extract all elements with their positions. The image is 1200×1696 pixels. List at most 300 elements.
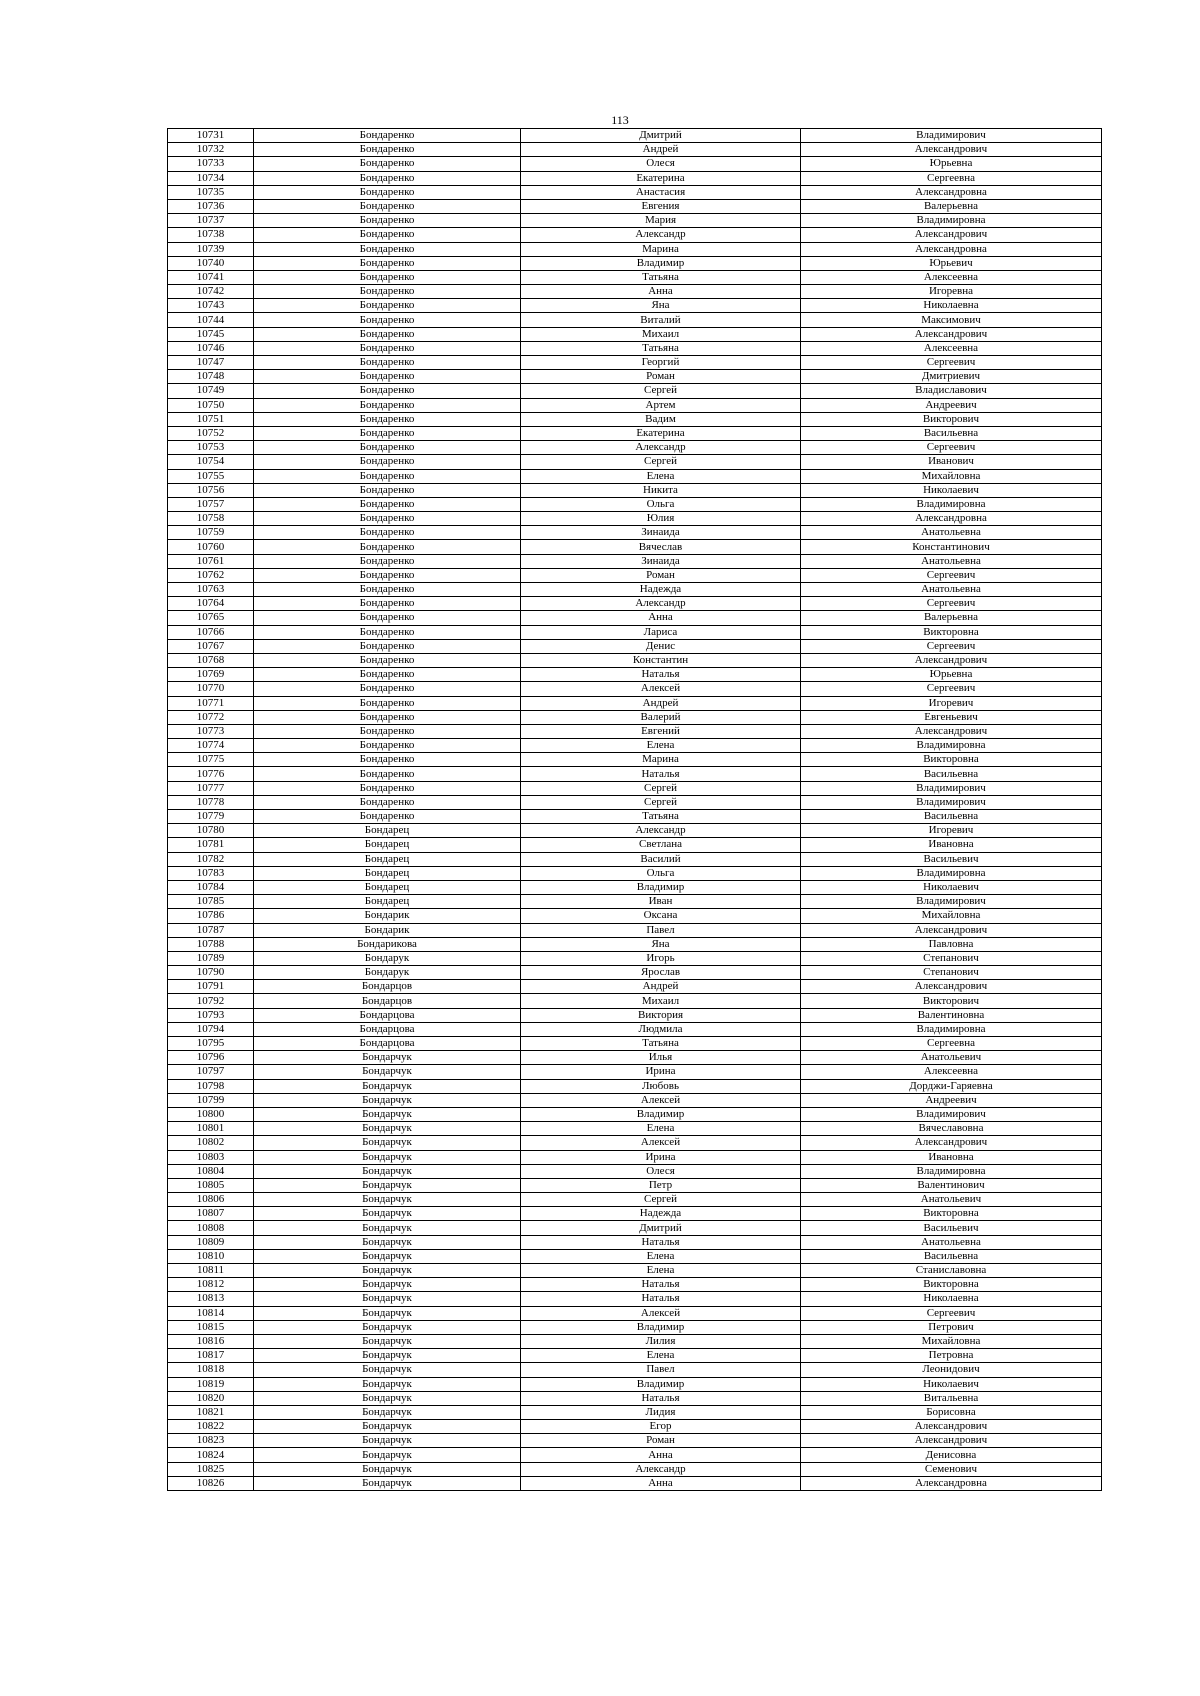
table-row (168, 909, 1102, 923)
row-number-cell: 10814 (168, 1306, 254, 1320)
first-name-cell: Светлана (521, 838, 801, 852)
table-row (168, 1022, 1102, 1036)
first-name-cell: Константин (521, 653, 801, 667)
table-row (168, 767, 1102, 781)
row-number-cell: 10786 (168, 909, 254, 923)
patronymic-cell: Сергеевич (801, 1306, 1102, 1320)
patronymic-cell: Викторовна (801, 1278, 1102, 1292)
first-name-cell: Михаил (521, 994, 801, 1008)
first-name-cell: Сергей (521, 1193, 801, 1207)
table-row (168, 228, 1102, 242)
last-name-cell: Бондаренко (254, 554, 521, 568)
table-row (168, 1405, 1102, 1419)
patronymic-cell: Валерьевна (801, 199, 1102, 213)
table-row (168, 1391, 1102, 1405)
last-name-cell: Бондаренко (254, 157, 521, 171)
patronymic-cell: Михайловна (801, 1334, 1102, 1348)
row-number-cell: 10803 (168, 1150, 254, 1164)
row-number-cell: 10793 (168, 1008, 254, 1022)
last-name-cell: Бондаренко (254, 781, 521, 795)
first-name-cell: Лидия (521, 1405, 801, 1419)
patronymic-cell: Евгеньевич (801, 710, 1102, 724)
row-number-cell: 10780 (168, 824, 254, 838)
patronymic-cell: Владимировна (801, 866, 1102, 880)
first-name-cell: Анна (521, 1448, 801, 1462)
first-name-cell: Надежда (521, 1207, 801, 1221)
last-name-cell: Бондаренко (254, 199, 521, 213)
last-name-cell: Бондарикова (254, 937, 521, 951)
table-row (168, 852, 1102, 866)
row-number-cell: 10789 (168, 951, 254, 965)
row-number-cell: 10738 (168, 228, 254, 242)
first-name-cell: Александр (521, 1462, 801, 1476)
last-name-cell: Бондарцова (254, 1022, 521, 1036)
table-row (168, 143, 1102, 157)
row-number-cell: 10755 (168, 469, 254, 483)
patronymic-cell: Леонидович (801, 1363, 1102, 1377)
patronymic-cell: Павловна (801, 937, 1102, 951)
table-row (168, 781, 1102, 795)
row-number-cell: 10816 (168, 1334, 254, 1348)
patronymic-cell: Васильевич (801, 852, 1102, 866)
table-row (168, 1178, 1102, 1192)
last-name-cell: Бондарчук (254, 1292, 521, 1306)
table-row (168, 327, 1102, 341)
row-number-cell: 10768 (168, 653, 254, 667)
last-name-cell: Бондаренко (254, 583, 521, 597)
first-name-cell: Игорь (521, 951, 801, 965)
first-name-cell: Яна (521, 299, 801, 313)
row-number-cell: 10782 (168, 852, 254, 866)
row-number-cell: 10741 (168, 270, 254, 284)
first-name-cell: Роман (521, 1434, 801, 1448)
last-name-cell: Бондаренко (254, 483, 521, 497)
row-number-cell: 10778 (168, 795, 254, 809)
patronymic-cell: Дмитриевич (801, 370, 1102, 384)
row-number-cell: 10819 (168, 1377, 254, 1391)
patronymic-cell: Владимирович (801, 895, 1102, 909)
table-row (168, 710, 1102, 724)
last-name-cell: Бондаренко (254, 597, 521, 611)
first-name-cell: Надежда (521, 583, 801, 597)
first-name-cell: Александр (521, 441, 801, 455)
row-number-cell: 10743 (168, 299, 254, 313)
row-number-cell: 10788 (168, 937, 254, 951)
last-name-cell: Бондарчук (254, 1207, 521, 1221)
last-name-cell: Бондарец (254, 895, 521, 909)
first-name-cell: Лариса (521, 625, 801, 639)
first-name-cell: Елена (521, 1122, 801, 1136)
patronymic-cell: Александрович (801, 724, 1102, 738)
last-name-cell: Бондаренко (254, 512, 521, 526)
row-number-cell: 10790 (168, 966, 254, 980)
table-row (168, 285, 1102, 299)
first-name-cell: Дмитрий (521, 129, 801, 143)
patronymic-cell: Николаевич (801, 1377, 1102, 1391)
first-name-cell: Ирина (521, 1065, 801, 1079)
first-name-cell: Любовь (521, 1079, 801, 1093)
last-name-cell: Бондарчук (254, 1462, 521, 1476)
first-name-cell: Мария (521, 214, 801, 228)
patronymic-cell: Александрович (801, 980, 1102, 994)
first-name-cell: Ирина (521, 1150, 801, 1164)
first-name-cell: Ольга (521, 497, 801, 511)
first-name-cell: Ольга (521, 866, 801, 880)
table-row (168, 455, 1102, 469)
first-name-cell: Андрей (521, 696, 801, 710)
table-row (168, 185, 1102, 199)
table-row (168, 1207, 1102, 1221)
patronymic-cell: Викторовна (801, 625, 1102, 639)
last-name-cell: Бондаренко (254, 270, 521, 284)
table-row (168, 1434, 1102, 1448)
last-name-cell: Бондаренко (254, 455, 521, 469)
table-row (168, 1278, 1102, 1292)
patronymic-cell: Сергеевич (801, 441, 1102, 455)
table-row (168, 895, 1102, 909)
patronymic-cell: Александрович (801, 923, 1102, 937)
first-name-cell: Павел (521, 1363, 801, 1377)
last-name-cell: Бондаренко (254, 384, 521, 398)
table-row (168, 1221, 1102, 1235)
row-number-cell: 10799 (168, 1093, 254, 1107)
last-name-cell: Бондаренко (254, 426, 521, 440)
first-name-cell: Лилия (521, 1334, 801, 1348)
row-number-cell: 10749 (168, 384, 254, 398)
table-row (168, 1164, 1102, 1178)
row-number-cell: 10754 (168, 455, 254, 469)
first-name-cell: Елена (521, 1249, 801, 1263)
table-row (168, 469, 1102, 483)
table-row (168, 696, 1102, 710)
table-row (168, 824, 1102, 838)
row-number-cell: 10795 (168, 1037, 254, 1051)
row-number-cell: 10744 (168, 313, 254, 327)
table-row (168, 1349, 1102, 1363)
patronymic-cell: Станиславовна (801, 1264, 1102, 1278)
patronymic-cell: Александрович (801, 143, 1102, 157)
patronymic-cell: Васильевна (801, 1249, 1102, 1263)
row-number-cell: 10735 (168, 185, 254, 199)
first-name-cell: Владимир (521, 1377, 801, 1391)
row-number-cell: 10813 (168, 1292, 254, 1306)
patronymic-cell: Николаевна (801, 299, 1102, 313)
first-name-cell: Татьяна (521, 341, 801, 355)
last-name-cell: Бондаренко (254, 710, 521, 724)
row-number-cell: 10766 (168, 625, 254, 639)
first-name-cell: Алексей (521, 682, 801, 696)
patronymic-cell: Петровна (801, 1349, 1102, 1363)
row-number-cell: 10745 (168, 327, 254, 341)
table-row (168, 1476, 1102, 1490)
first-name-cell: Петр (521, 1178, 801, 1192)
row-number-cell: 10807 (168, 1207, 254, 1221)
patronymic-cell: Михайловна (801, 469, 1102, 483)
table-row (168, 625, 1102, 639)
roster-table (167, 128, 1102, 1491)
first-name-cell: Александр (521, 824, 801, 838)
table-row (168, 299, 1102, 313)
row-number-cell: 10742 (168, 285, 254, 299)
patronymic-cell: Ивановна (801, 1150, 1102, 1164)
last-name-cell: Бондарцова (254, 1037, 521, 1051)
table-row (168, 554, 1102, 568)
first-name-cell: Елена (521, 1264, 801, 1278)
patronymic-cell: Андреевич (801, 1093, 1102, 1107)
last-name-cell: Бондаренко (254, 299, 521, 313)
table-row (168, 1420, 1102, 1434)
table-row (168, 923, 1102, 937)
last-name-cell: Бондаренко (254, 611, 521, 625)
last-name-cell: Бондарцова (254, 1008, 521, 1022)
first-name-cell: Алексей (521, 1306, 801, 1320)
first-name-cell: Наталья (521, 1235, 801, 1249)
last-name-cell: Бондарчук (254, 1448, 521, 1462)
row-number-cell: 10810 (168, 1249, 254, 1263)
row-number-cell: 10784 (168, 880, 254, 894)
row-number-cell: 10817 (168, 1349, 254, 1363)
table-row (168, 1079, 1102, 1093)
patronymic-cell: Юрьевич (801, 256, 1102, 270)
table-row (168, 1122, 1102, 1136)
patronymic-cell: Игоревич (801, 696, 1102, 710)
first-name-cell: Артем (521, 398, 801, 412)
last-name-cell: Бондаренко (254, 412, 521, 426)
row-number-cell: 10825 (168, 1462, 254, 1476)
row-number-cell: 10822 (168, 1420, 254, 1434)
patronymic-cell: Владимирович (801, 129, 1102, 143)
row-number-cell: 10821 (168, 1405, 254, 1419)
first-name-cell: Олеся (521, 1164, 801, 1178)
patronymic-cell: Юрьевна (801, 157, 1102, 171)
first-name-cell: Алексей (521, 1093, 801, 1107)
row-number-cell: 10777 (168, 781, 254, 795)
patronymic-cell: Валентиновна (801, 1008, 1102, 1022)
table-row (168, 1363, 1102, 1377)
first-name-cell: Зинаида (521, 526, 801, 540)
row-number-cell: 10783 (168, 866, 254, 880)
first-name-cell: Павел (521, 923, 801, 937)
patronymic-cell: Васильевна (801, 810, 1102, 824)
table-row (168, 129, 1102, 143)
row-number-cell: 10787 (168, 923, 254, 937)
patronymic-cell: Степанович (801, 951, 1102, 965)
first-name-cell: Татьяна (521, 270, 801, 284)
first-name-cell: Марина (521, 242, 801, 256)
first-name-cell: Ярослав (521, 966, 801, 980)
table-row (168, 171, 1102, 185)
last-name-cell: Бондарчук (254, 1178, 521, 1192)
last-name-cell: Бондарчук (254, 1150, 521, 1164)
patronymic-cell: Викторович (801, 994, 1102, 1008)
patronymic-cell: Викторович (801, 412, 1102, 426)
row-number-cell: 10761 (168, 554, 254, 568)
table-row (168, 398, 1102, 412)
first-name-cell: Екатерина (521, 426, 801, 440)
patronymic-cell: Владимирович (801, 1107, 1102, 1121)
patronymic-cell: Анатольевна (801, 554, 1102, 568)
table-row (168, 795, 1102, 809)
last-name-cell: Бондарец (254, 824, 521, 838)
patronymic-cell: Васильевич (801, 1221, 1102, 1235)
last-name-cell: Бондарчук (254, 1278, 521, 1292)
first-name-cell: Роман (521, 370, 801, 384)
row-number-cell: 10750 (168, 398, 254, 412)
first-name-cell: Анна (521, 285, 801, 299)
last-name-cell: Бондаренко (254, 668, 521, 682)
table-row (168, 1320, 1102, 1334)
patronymic-cell: Владимирович (801, 795, 1102, 809)
patronymic-cell: Александрович (801, 1434, 1102, 1448)
row-number-cell: 10757 (168, 497, 254, 511)
patronymic-cell: Васильевна (801, 767, 1102, 781)
table-row (168, 980, 1102, 994)
first-name-cell: Егор (521, 1420, 801, 1434)
table-row (168, 1292, 1102, 1306)
table-row (168, 753, 1102, 767)
patronymic-cell: Валентинович (801, 1178, 1102, 1192)
last-name-cell: Бондаренко (254, 171, 521, 185)
last-name-cell: Бондаренко (254, 129, 521, 143)
table-row (168, 724, 1102, 738)
last-name-cell: Бондарук (254, 951, 521, 965)
last-name-cell: Бондарчук (254, 1249, 521, 1263)
row-number-cell: 10806 (168, 1193, 254, 1207)
first-name-cell: Анна (521, 1476, 801, 1490)
first-name-cell: Владимир (521, 256, 801, 270)
table-row (168, 739, 1102, 753)
patronymic-cell: Сергеевна (801, 1037, 1102, 1051)
first-name-cell: Денис (521, 639, 801, 653)
patronymic-cell: Алексеевна (801, 1065, 1102, 1079)
table-row (168, 426, 1102, 440)
last-name-cell: Бондаренко (254, 242, 521, 256)
row-number-cell: 10733 (168, 157, 254, 171)
table-row (168, 1093, 1102, 1107)
last-name-cell: Бондаренко (254, 497, 521, 511)
row-number-cell: 10794 (168, 1022, 254, 1036)
patronymic-cell: Степанович (801, 966, 1102, 980)
row-number-cell: 10759 (168, 526, 254, 540)
first-name-cell: Владимир (521, 1320, 801, 1334)
last-name-cell: Бондарчук (254, 1405, 521, 1419)
last-name-cell: Бондарчук (254, 1164, 521, 1178)
last-name-cell: Бондарук (254, 966, 521, 980)
row-number-cell: 10812 (168, 1278, 254, 1292)
last-name-cell: Бондаренко (254, 441, 521, 455)
table-row (168, 1377, 1102, 1391)
table-row (168, 497, 1102, 511)
table-row (168, 951, 1102, 965)
table-row (168, 583, 1102, 597)
first-name-cell: Виталий (521, 313, 801, 327)
table-row (168, 1448, 1102, 1462)
row-number-cell: 10747 (168, 356, 254, 370)
table-row (168, 1235, 1102, 1249)
last-name-cell: Бондаренко (254, 568, 521, 582)
first-name-cell: Марина (521, 753, 801, 767)
patronymic-cell: Николаевич (801, 483, 1102, 497)
first-name-cell: Андрей (521, 143, 801, 157)
row-number-cell: 10731 (168, 129, 254, 143)
patronymic-cell: Анатольевна (801, 583, 1102, 597)
row-number-cell: 10826 (168, 1476, 254, 1490)
first-name-cell: Яна (521, 937, 801, 951)
row-number-cell: 10763 (168, 583, 254, 597)
table-row (168, 157, 1102, 171)
last-name-cell: Бондаренко (254, 810, 521, 824)
patronymic-cell: Александровна (801, 1476, 1102, 1490)
last-name-cell: Бондарчук (254, 1349, 521, 1363)
patronymic-cell: Владимировна (801, 1164, 1102, 1178)
last-name-cell: Бондаренко (254, 370, 521, 384)
patronymic-cell: Игоревна (801, 285, 1102, 299)
patronymic-cell: Александрович (801, 1136, 1102, 1150)
row-number-cell: 10764 (168, 597, 254, 611)
last-name-cell: Бондарец (254, 866, 521, 880)
last-name-cell: Бондарчук (254, 1221, 521, 1235)
table-row (168, 441, 1102, 455)
patronymic-cell: Константинович (801, 540, 1102, 554)
last-name-cell: Бондарчук (254, 1079, 521, 1093)
table-row (168, 356, 1102, 370)
last-name-cell: Бондаренко (254, 724, 521, 738)
row-number-cell: 10775 (168, 753, 254, 767)
patronymic-cell: Александрович (801, 653, 1102, 667)
patronymic-cell: Игоревич (801, 824, 1102, 838)
last-name-cell: Бондаренко (254, 753, 521, 767)
table-row (168, 214, 1102, 228)
patronymic-cell: Александрович (801, 228, 1102, 242)
row-number-cell: 10760 (168, 540, 254, 554)
first-name-cell: Александр (521, 228, 801, 242)
first-name-cell: Василий (521, 852, 801, 866)
last-name-cell: Бондаренко (254, 696, 521, 710)
last-name-cell: Бондарчук (254, 1434, 521, 1448)
last-name-cell: Бондарчук (254, 1193, 521, 1207)
first-name-cell: Олеся (521, 157, 801, 171)
last-name-cell: Бондаренко (254, 767, 521, 781)
row-number-cell: 10781 (168, 838, 254, 852)
patronymic-cell: Владимировна (801, 1022, 1102, 1036)
last-name-cell: Бондаренко (254, 327, 521, 341)
patronymic-cell: Сергеевич (801, 356, 1102, 370)
table-row (168, 639, 1102, 653)
table-row (168, 370, 1102, 384)
patronymic-cell: Сергеевич (801, 682, 1102, 696)
first-name-cell: Александр (521, 597, 801, 611)
last-name-cell: Бондаренко (254, 526, 521, 540)
patronymic-cell: Александрович (801, 327, 1102, 341)
roster-body (168, 129, 1102, 1491)
first-name-cell: Владимир (521, 880, 801, 894)
first-name-cell: Елена (521, 1349, 801, 1363)
last-name-cell: Бондаренко (254, 398, 521, 412)
table-row (168, 242, 1102, 256)
table-row (168, 384, 1102, 398)
last-name-cell: Бондаренко (254, 285, 521, 299)
table-row (168, 412, 1102, 426)
last-name-cell: Бондаренко (254, 540, 521, 554)
first-name-cell: Виктория (521, 1008, 801, 1022)
row-number-cell: 10824 (168, 1448, 254, 1462)
last-name-cell: Бондарчук (254, 1420, 521, 1434)
row-number-cell: 10805 (168, 1178, 254, 1192)
patronymic-cell: Валерьевна (801, 611, 1102, 625)
last-name-cell: Бондаренко (254, 653, 521, 667)
last-name-cell: Бондаренко (254, 143, 521, 157)
patronymic-cell: Викторовна (801, 1207, 1102, 1221)
